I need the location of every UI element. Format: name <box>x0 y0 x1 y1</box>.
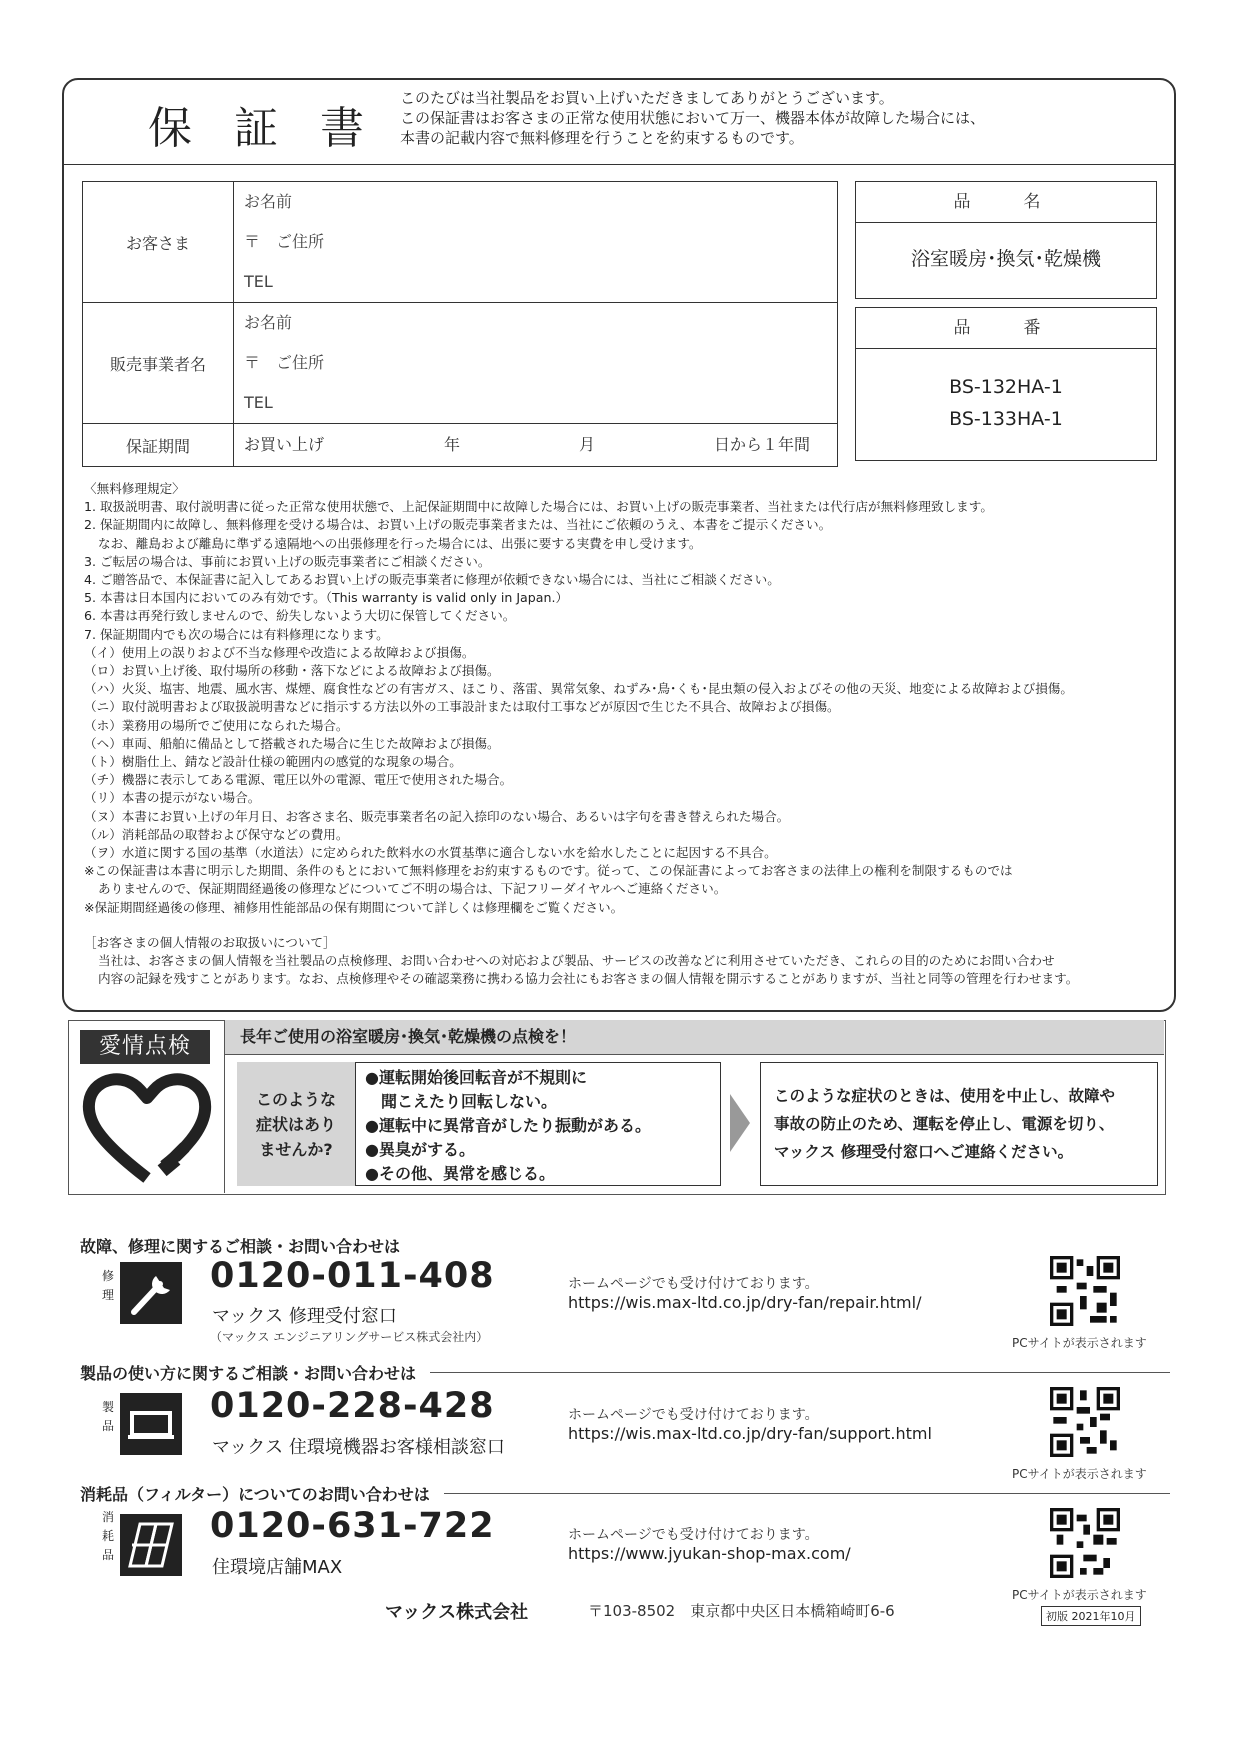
question-line: 症状はあり <box>255 1114 336 1134</box>
repair-pc-note: PCサイトが表示されます <box>1012 1336 1147 1350</box>
product-icon <box>120 1393 182 1455</box>
product-name-header: 品 名 <box>856 182 1156 223</box>
question-label <box>237 1062 356 1186</box>
consumables-pc-note: PCサイトが表示されます <box>1012 1588 1147 1602</box>
rule-line: ありませんので、保証期間経過後の修理などについてご不明の場合は、下記フリーダイヤルへご連絡ください。 <box>98 881 727 897</box>
question-line: ませんか? <box>259 1139 333 1159</box>
dealer-fields <box>234 303 838 424</box>
rule-line: 6. 本書は再発行致しませんので、紛失しないよう大切に保管してください。 <box>84 608 516 624</box>
advice-line: このような症状のときは、使用を中止し、故障や <box>774 1087 1116 1105</box>
dealer-tel-field[interactable]: TEL <box>244 393 273 412</box>
product-hp-note: ホームページでも受け付けております。 <box>568 1407 819 1423</box>
rule-line: （チ）機器に表示してある電源、電圧以外の電源、電圧で使用された場合。 <box>84 772 513 788</box>
rule-line: （ト）樹脂仕上、錆など設計仕様の範囲内の感覚的な現象の場合。 <box>84 754 462 770</box>
period-label: 保証期間 <box>83 424 234 467</box>
model-number: BS-133HA-1 <box>949 408 1063 430</box>
consumables-phone-number[interactable]: 0120-631-722 <box>210 1506 495 1546</box>
arrow-right-icon <box>728 1092 752 1154</box>
rule-line: （ヲ）水道に関する国の基準（水道法）に定められた飲料水の水質基準に適合しない水を給水したことに起因する不具合。 <box>84 845 777 861</box>
rule-line: 7. 保証期間内でも次の場合には有料修理になります。 <box>84 626 389 642</box>
customer-label: お客さま <box>83 182 234 303</box>
advice-text <box>774 1082 1154 1166</box>
section-title-consumables: 消耗品（フィルター）についてのお問い合わせは <box>80 1482 444 1505</box>
consumables-desk-name: 住環境店舗MAX <box>212 1557 343 1578</box>
rule-line: ※保証期間経過後の修理、補修用性能部品の保有期間について詳しくは修理欄をご覧ください。 <box>84 899 624 915</box>
repair-desk-sub: （マックス エンジニアリングサービス株式会社内） <box>210 1330 489 1344</box>
product-model-header: 品 番 <box>856 308 1156 349</box>
customer-fields <box>234 182 838 303</box>
intro-line: この保証書はお客さまの正常な使用状態において万一、機器本体が故障した場合には、 <box>400 109 986 127</box>
dealer-address-field[interactable]: 〒 ご住所 <box>244 353 325 372</box>
consumables-hp-note: ホームページでも受け付けております。 <box>568 1527 819 1543</box>
symptom-item: ●異臭がする。 <box>365 1140 475 1159</box>
side-label-consumables: 消 耗 品 <box>101 1510 114 1562</box>
intro-line: 本書の記載内容で無料修理を行うことを約束するものです。 <box>400 129 804 147</box>
period-year-text: 年 <box>444 435 461 454</box>
period-end-text: 日から１年間 <box>714 435 811 454</box>
model-number: BS-132HA-1 <box>949 376 1063 398</box>
rule-line: （ホ）業務用の場所でご使用になられた場合。 <box>84 717 349 733</box>
rule-line: （イ）使用上の誤りおよび不当な修理や改造による故障および損傷。 <box>84 644 475 660</box>
product-pc-note: PCサイトが表示されます <box>1012 1467 1147 1481</box>
rule-line: （ハ）火災、塩害、地震、風水害、煤煙、腐食性などの有害ガス、ほこり、落雷、異常気象、ねずみ･鳥･くも･昆虫類の侵入およびその他の天災、地変による故障および損傷。 <box>84 681 1073 697</box>
section-title-product: 製品の使い方に関するご相談・お問い合わせは <box>80 1361 430 1384</box>
period-start-text: お買い上げ <box>244 435 325 454</box>
wrench-icon <box>120 1262 182 1324</box>
rule-line: 1. 取扱説明書、取付説明書に従った正常な使用状態で、上記保証期間中に故障した場合には、お買い上げの販売事業者、当社または代行店が無料修理致します。 <box>84 499 993 515</box>
privacy-section <box>84 934 1174 989</box>
side-label-repair: 修 理 <box>101 1269 114 1302</box>
side-label-product: 製 品 <box>101 1400 114 1433</box>
rule-line: （ル）消耗部品の取替および保守などの費用。 <box>84 826 349 842</box>
dealer-name-field[interactable]: お名前 <box>244 313 293 332</box>
advice-line: マックス 修理受付窓口へご連絡ください。 <box>774 1143 1074 1161</box>
product-model-values <box>856 349 1156 435</box>
company-address: 〒103-8502 東京都中央区日本橋箱崎町6-6 <box>588 1602 895 1620</box>
rule-line: 2. 保証期間内に故障し、無料修理を受ける場合は、お買い上げの販売事業者または、当社にご依頼のうえ、本書をご提示ください。 <box>84 517 832 533</box>
repair-rules <box>84 480 1174 917</box>
rule-line: 〈無料修理規定〉 <box>84 481 185 496</box>
advice-line: 事故の防止のため、運転を停止し、電源を切り、 <box>774 1115 1115 1133</box>
qr-code-icon[interactable] <box>1050 1256 1120 1326</box>
question-line: このような <box>255 1089 336 1109</box>
rule-line: （ヘ）車両、船舶に備品として搭載された場合に生じた故障および損傷。 <box>84 735 500 751</box>
document-title: 保 証 書 <box>148 103 378 154</box>
product-desk-name: マックス 住環境機器お客様相談窓口 <box>212 1437 505 1458</box>
rule-line: ※この保証書は本書に明示した期間、条件のもとにおいて無料修理をお約束するものです。従って、この保証書によってお客さまの法律上の権利を制限するものでは <box>84 863 1013 879</box>
symptom-item: ●運転中に異常音がしたり振動がある。 <box>365 1116 651 1135</box>
symptom-item: ●その他、異常を感じる。 <box>365 1164 555 1183</box>
privacy-line: 当社は、お客さまの個人情報を当社製品の点検修理、お問い合わせへの対応および製品、サービスの改善などに利用させていただき、これらの目的のためにお問い合わせ <box>98 953 1055 969</box>
intro-text <box>400 88 985 148</box>
symptom-list <box>365 1066 651 1186</box>
edition-label: 初版 2021年10月 <box>1041 1606 1141 1626</box>
repair-desk-name: マックス 修理受付窓口 <box>212 1306 397 1327</box>
rule-line: 3. ご転居の場合は、事前にお買い上げの販売事業者にご相談ください。 <box>84 553 491 569</box>
section-title-repair: 故障、修理に関するご相談・お問い合わせは <box>80 1234 414 1257</box>
rule-line: 5. 本書は日本国内においてのみ有効です。（This warranty is valid only in Japan.） <box>84 590 569 606</box>
privacy-heading: ［お客さまの個人情報のお取扱いについて］ <box>84 935 336 950</box>
product-url[interactable]: https://wis.max-ltd.co.jp/dry-fan/support.html <box>568 1424 932 1443</box>
qr-code-icon[interactable] <box>1050 1508 1120 1578</box>
warranty-table <box>82 181 838 467</box>
symptom-item: ●運転開始後回転音が不規則に <box>365 1068 587 1087</box>
repair-url[interactable]: https://wis.max-ltd.co.jp/dry-fan/repair.html/ <box>568 1293 922 1312</box>
period-field[interactable] <box>234 424 838 467</box>
customer-name-field[interactable]: お名前 <box>244 192 293 211</box>
intro-line: このたびは当社製品をお買い上げいただきましてありがとうございます。 <box>400 89 894 107</box>
inspection-badge: 愛情点検 <box>80 1030 210 1064</box>
heart-plug-icon <box>80 1070 214 1188</box>
repair-phone-number[interactable]: 0120-011-408 <box>210 1256 495 1296</box>
product-phone-number[interactable]: 0120-228-428 <box>210 1386 495 1426</box>
consumables-url[interactable]: https://www.jyukan-shop-max.com/ <box>568 1544 851 1563</box>
customer-tel-field[interactable]: TEL <box>244 272 273 291</box>
customer-address-field[interactable]: 〒 ご住所 <box>244 232 325 251</box>
company-name: マックス株式会社 <box>385 1602 529 1623</box>
symptom-item: 聞こえたり回転しない。 <box>365 1092 558 1111</box>
repair-hp-note: ホームページでも受け付けております。 <box>568 1276 819 1292</box>
product-model-box <box>855 307 1157 461</box>
qr-code-icon[interactable] <box>1050 1387 1120 1457</box>
dealer-label: 販売事業者名 <box>83 303 234 424</box>
inspection-headline: 長年ご使用の浴室暖房･換気･乾燥機の点検を！ <box>240 1027 577 1046</box>
product-name-value: 浴室暖房･換気･乾燥機 <box>910 248 1101 270</box>
rule-line: （ロ）お買い上げ後、取付場所の移動・落下などによる故障および損傷。 <box>84 663 500 679</box>
product-name-box <box>855 181 1157 299</box>
rule-line: （リ）本書の提示がない場合。 <box>84 790 261 806</box>
rule-line: なお、離島および離島に準ずる遠隔地への出張修理を行った場合には、出張に要する実費を申し受けます。 <box>98 535 702 551</box>
rule-line: 4. ご贈答品で、本保証書に記入してあるお買い上げの販売事業者に修理が依頼できない場合には、当社にご相談ください。 <box>84 572 780 588</box>
rule-line: （ニ）取付説明書および取扱説明書などに指示する方法以外の工事設計または取付工事などが原因で生じた不具合、故障および損傷。 <box>84 699 840 715</box>
rule-line: （ヌ）本書にお買い上げの年月日、お客さま名、販売事業者名の記入捺印のない場合、あるいは字句を書き替えられた場合。 <box>84 808 790 824</box>
filter-icon <box>120 1514 182 1576</box>
period-month-text: 月 <box>579 435 596 454</box>
privacy-line: 内容の記録を残すことがあります。なお、点検修理やその確認業務に携わる協力会社にもお客さまの個人情報を開示することがありますが、当社と同等の管理を行わせます。 <box>98 971 1079 987</box>
